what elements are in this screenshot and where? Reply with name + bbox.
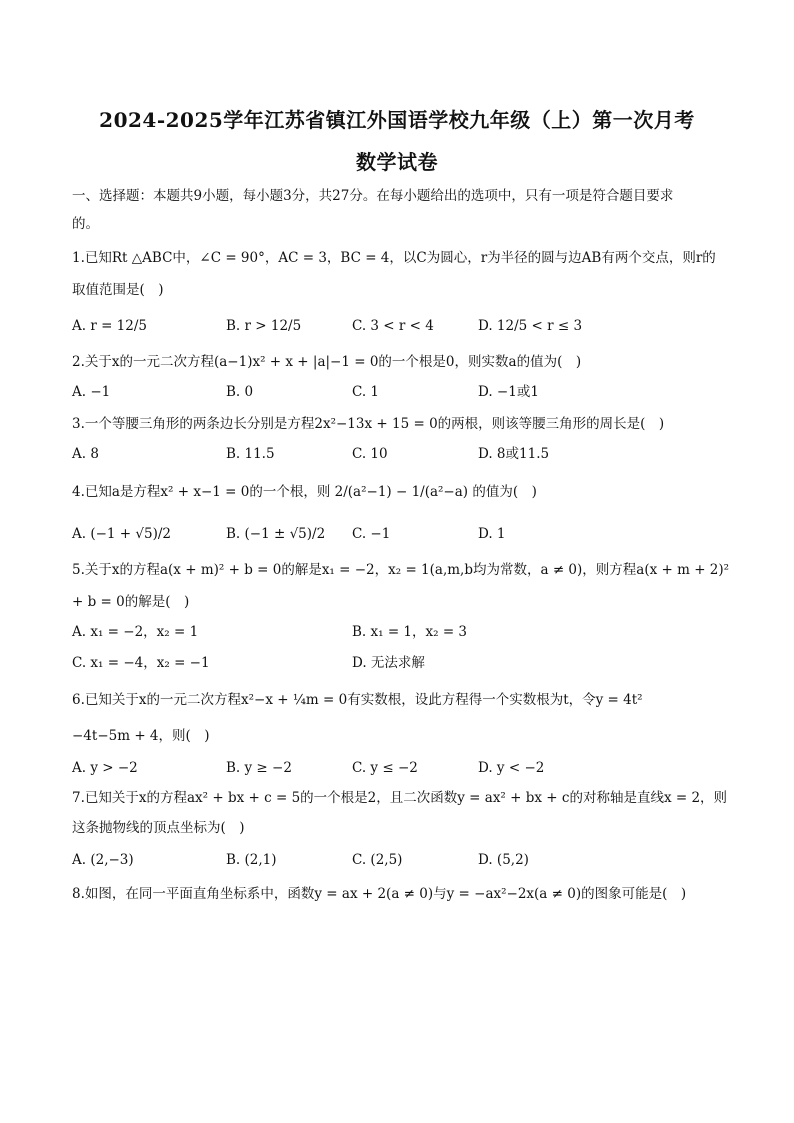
question-5-option-c: C. x₁ = −4，x₂ = −1 [72,655,210,671]
question-3-option-b: B. 11.5 [226,446,275,462]
question-6-option-b: B. y ≥ −2 [226,760,292,776]
question-5-option-b: B. x₁ = 1，x₂ = 3 [352,624,468,640]
question-8-line-1: 8.如图，在同一平面直角坐标系中，函数y = ax + 2(a ≠ 0)与y = −ax²−2x(a ≠ 0)的图象可能是( ) [72,886,687,902]
question-1-option-d: D. 12/5 < r ≤ 3 [478,318,583,334]
question-3-option-a: A. 8 [72,446,99,462]
question-7-option-d: D. (5,2) [478,852,529,868]
question-6-option-d: D. y < −2 [478,760,545,776]
question-1-line-1: 1.已知Rt △ABC中，∠C = 90°，AC = 3，BC = 4，以C为圆心，r为半径的圆与边AB有两个交点，则r的 [72,250,716,266]
question-2-option-a: A. −1 [72,384,111,400]
question-3-line-1: 3.一个等腰三角形的两条边长分别是方程2x²−13x + 15 = 0的两根，则该等腰三角形的周长是( ) [72,416,665,432]
question-6-line-2: −4t−5m + 4，则( ) [72,728,210,744]
question-4-option-d: D. 1 [478,526,506,542]
question-7-option-b: B. (2,1) [226,852,277,868]
question-7-option-c: C. (2,5) [352,852,403,868]
question-5-option-d: D. 无法求解 [352,655,425,671]
section-instructions: 一、选择题：本题共9小题，每小题3分，共27分。在每小题给出的选项中，只有一项是符合题目要求 [72,188,674,204]
exam-title: 2024-2025学年江苏省镇江外国语学校九年级（上）第一次月考 [99,108,695,132]
exam-subtitle: 数学试卷 [356,150,438,174]
question-5-line-1: 5.关于x的方程a(x + m)² + b = 0的解是x₁ = −2，x₂ = 1(a,m,b均为常数，a ≠ 0)，则方程a(x + m + 2)² [72,562,730,578]
question-2-option-b: B. 0 [226,384,254,400]
question-3-option-c: C. 10 [352,446,388,462]
question-5-option-a: A. x₁ = −2，x₂ = 1 [72,624,199,640]
section-instructions-cont: 的。 [72,216,99,232]
question-2-option-d: D. −1或1 [478,384,539,400]
question-1-line-2: 取值范围是( ) [72,282,164,298]
question-5-line-2: + b = 0的解是( ) [72,594,190,610]
question-6-line-1: 6.已知关于x的一元二次方程x²−x + ¼m = 0有实数根，设此方程得一个实数根为t，令y = 4t² [72,692,643,708]
question-4-option-c: C. −1 [352,526,391,542]
question-4-option-a: A. (−1 + √5)/2 [72,526,171,542]
question-7-option-a: A. (2,−3) [72,852,134,868]
question-6-option-a: A. y > −2 [72,760,138,776]
question-2-line-1: 2.关于x的一元二次方程(a−1)x² + x + |a|−1 = 0的一个根是0，则实数a的值为( ) [72,354,582,370]
question-1-option-b: B. r > 12/5 [226,318,302,334]
question-4-option-b: B. (−1 ± √5)/2 [226,526,326,542]
question-7-line-1: 7.已知关于x的方程ax² + bx + c = 5的一个根是2，且二次函数y = ax² + bx + c的对称轴是直线x = 2，则 [72,790,728,806]
question-2-option-c: C. 1 [352,384,380,400]
question-1-option-c: C. 3 < r < 4 [352,318,434,334]
question-6-option-c: C. y ≤ −2 [352,760,418,776]
question-3-option-d: D. 8或11.5 [478,446,550,462]
question-7-line-2: 这条抛物线的顶点坐标为( ) [72,820,245,836]
question-4-line-1: 4.已知a是方程x² + x−1 = 0的一个根，则 2/(a²−1) − 1/(a²−a) 的值为( ) [72,484,537,500]
question-1-option-a: A. r = 12/5 [72,318,147,334]
